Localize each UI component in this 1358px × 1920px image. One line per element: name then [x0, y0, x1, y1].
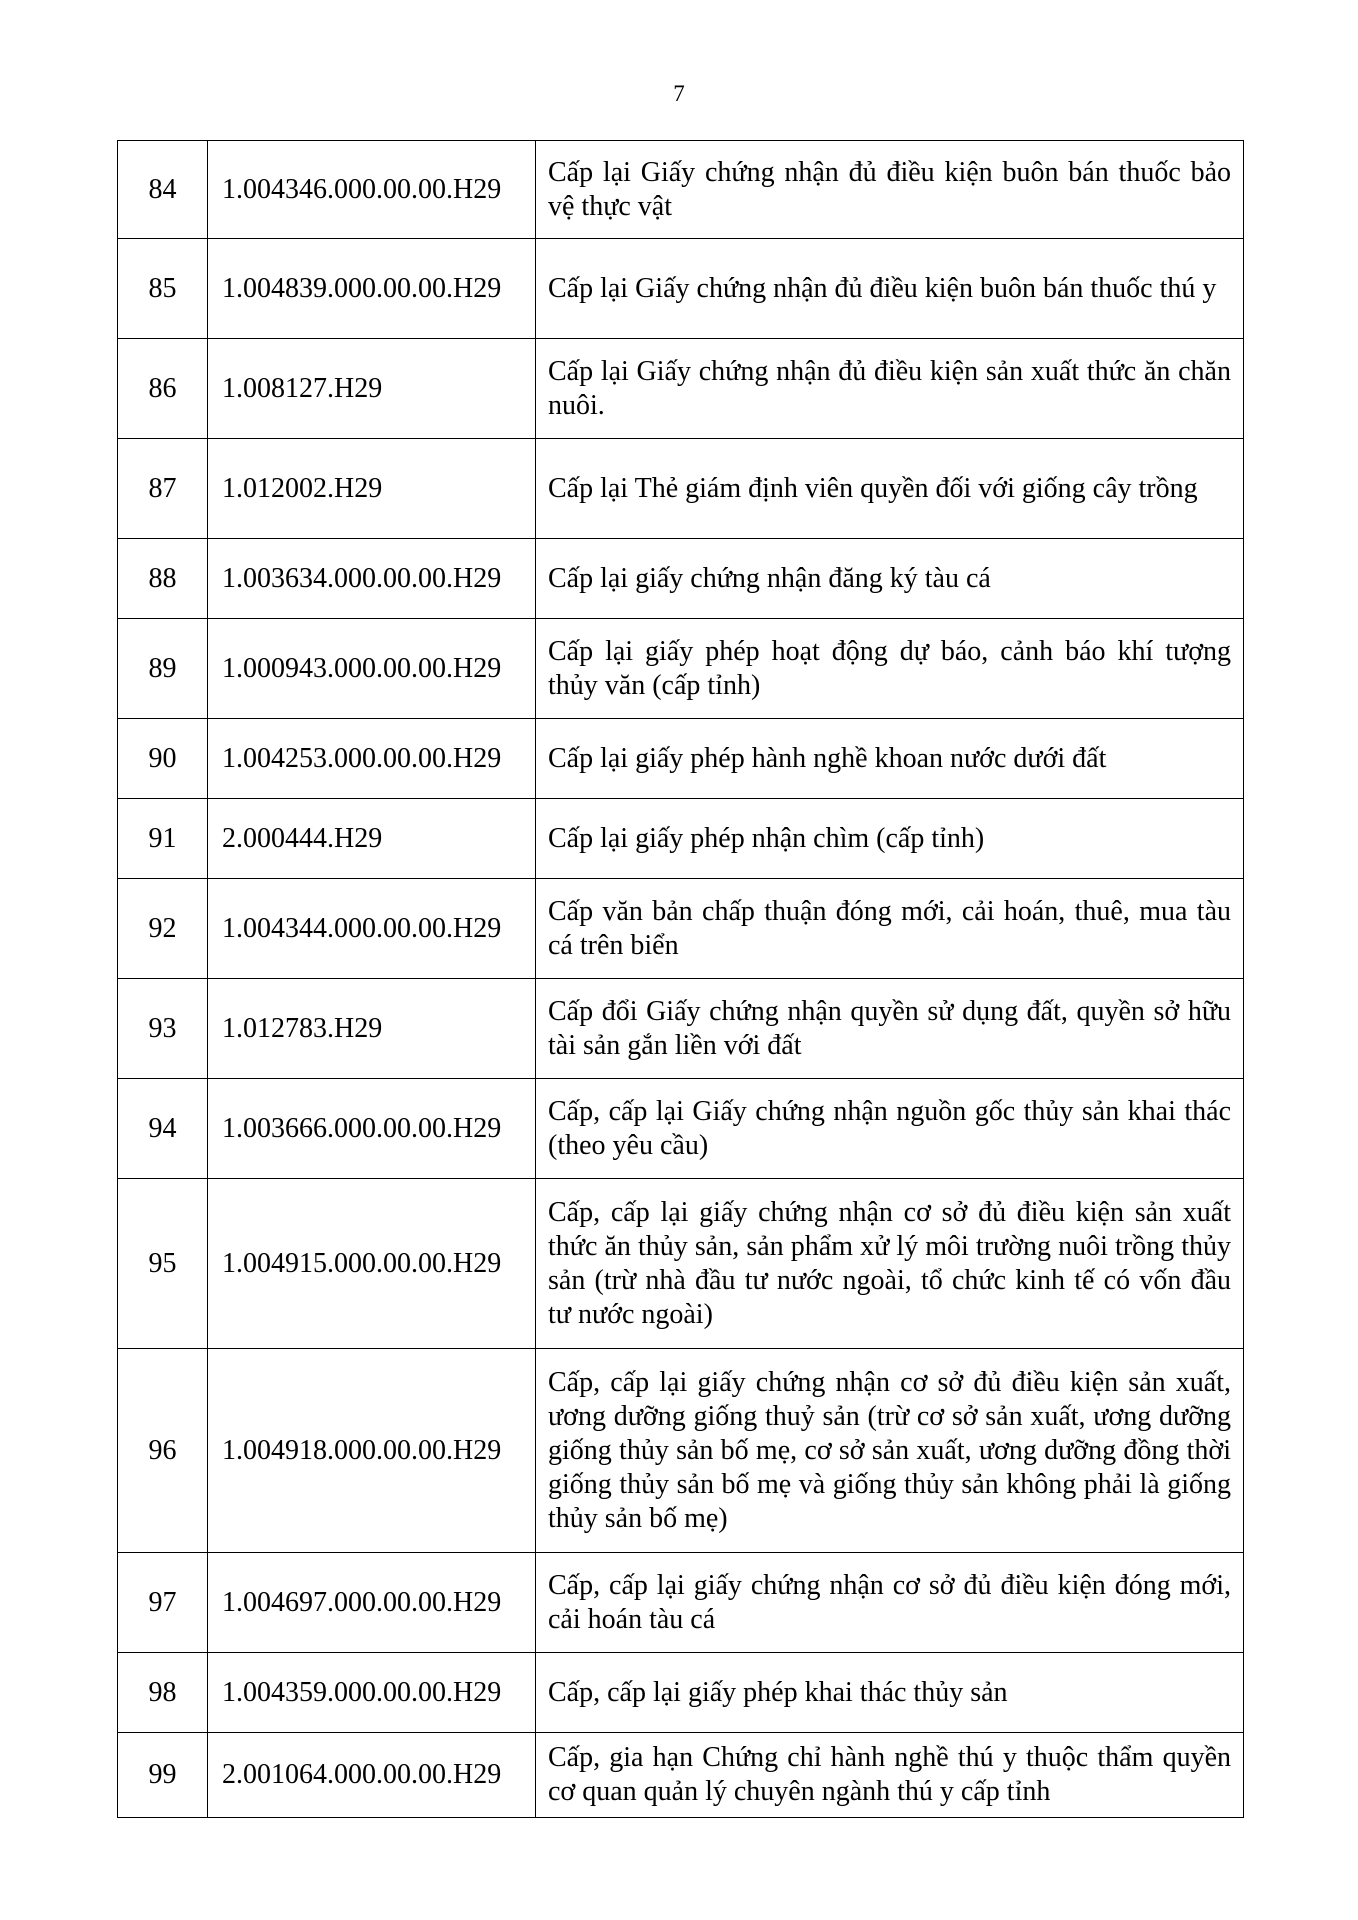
procedure-code-cell: 1.004915.000.00.00.H29: [208, 1179, 536, 1349]
table-row: [118, 539, 1244, 619]
table-row: [118, 719, 1244, 799]
procedure-name-cell: Cấp văn bản chấp thuận đóng mới, cải hoán, thuê, mua tàu cá trên biển: [536, 879, 1244, 979]
table-row: [118, 1079, 1244, 1179]
row-number-cell: 88: [118, 539, 208, 619]
row-number-cell: 86: [118, 339, 208, 439]
procedure-name-cell: Cấp lại Giấy chứng nhận đủ điều kiện buôn bán thuốc bảo vệ thực vật: [536, 141, 1244, 239]
procedure-table: [117, 140, 1244, 1818]
procedure-code-cell: 2.000444.H29: [208, 799, 536, 879]
procedure-code-cell: 1.004344.000.00.00.H29: [208, 879, 536, 979]
page-number: 7: [673, 81, 685, 106]
table-row: [118, 1733, 1244, 1818]
row-number-cell: 84: [118, 141, 208, 239]
table-row: [118, 1553, 1244, 1653]
procedure-name-cell: Cấp lại Giấy chứng nhận đủ điều kiện sản xuất thức ăn chăn nuôi.: [536, 339, 1244, 439]
procedure-code-cell: 2.001064.000.00.00.H29: [208, 1733, 536, 1818]
row-number-cell: 98: [118, 1653, 208, 1733]
row-number-cell: 91: [118, 799, 208, 879]
table-row: [118, 1653, 1244, 1733]
row-number-cell: 92: [118, 879, 208, 979]
procedure-code-cell: 1.004918.000.00.00.H29: [208, 1349, 536, 1553]
table-row: [118, 141, 1244, 239]
table-row: [118, 799, 1244, 879]
procedure-name-cell: Cấp, cấp lại giấy chứng nhận cơ sở đủ điều kiện sản xuất, ương dưỡng giống thuỷ sản (trừ cơ sở sản xuất, ương dưỡng giống thủy sản bố mẹ, cơ sở sản xuất, ương dưỡng đồng thời giống thủy sản bố mẹ và giống thủy sản không phải là giống thủy sản bố mẹ): [536, 1349, 1244, 1553]
table-row: [118, 239, 1244, 339]
table-row: [118, 619, 1244, 719]
procedure-name-cell: Cấp lại Thẻ giám định viên quyền đối với giống cây trồng: [536, 439, 1244, 539]
procedure-code-cell: 1.003634.000.00.00.H29: [208, 539, 536, 619]
procedure-code-cell: 1.004839.000.00.00.H29: [208, 239, 536, 339]
procedure-code-cell: 1.004697.000.00.00.H29: [208, 1553, 536, 1653]
row-number-cell: 85: [118, 239, 208, 339]
procedure-name-cell: Cấp lại giấy phép hành nghề khoan nước dưới đất: [536, 719, 1244, 799]
row-number-cell: 90: [118, 719, 208, 799]
procedure-name-cell: Cấp, cấp lại giấy chứng nhận cơ sở đủ điều kiện sản xuất thức ăn thủy sản, sản phẩm xử lý môi trường nuôi trồng thủy sản (trừ nhà đầu tư nước ngoài, tổ chức kinh tế có vốn đầu tư nước ngoài): [536, 1179, 1244, 1349]
procedure-name-cell: Cấp lại giấy phép nhận chìm (cấp tỉnh): [536, 799, 1244, 879]
procedure-name-cell: Cấp, cấp lại giấy phép khai thác thủy sản: [536, 1653, 1244, 1733]
procedure-name-cell: Cấp đổi Giấy chứng nhận quyền sử dụng đất, quyền sở hữu tài sản gắn liền với đất: [536, 979, 1244, 1079]
table-row: [118, 1179, 1244, 1349]
procedure-name-cell: Cấp lại Giấy chứng nhận đủ điều kiện buôn bán thuốc thú y: [536, 239, 1244, 339]
procedure-code-cell: 1.004359.000.00.00.H29: [208, 1653, 536, 1733]
procedure-code-cell: 1.004253.000.00.00.H29: [208, 719, 536, 799]
procedure-name-cell: Cấp lại giấy phép hoạt động dự báo, cảnh báo khí tượng thủy văn (cấp tỉnh): [536, 619, 1244, 719]
row-number-cell: 93: [118, 979, 208, 1079]
table-row: [118, 979, 1244, 1079]
table-row: [118, 439, 1244, 539]
table-row: [118, 1349, 1244, 1553]
procedure-name-cell: Cấp, cấp lại Giấy chứng nhận nguồn gốc thủy sản khai thác (theo yêu cầu): [536, 1079, 1244, 1179]
procedure-code-cell: 1.012783.H29: [208, 979, 536, 1079]
table-row: [118, 339, 1244, 439]
table-row: [118, 879, 1244, 979]
procedure-code-cell: 1.012002.H29: [208, 439, 536, 539]
procedure-code-cell: 1.008127.H29: [208, 339, 536, 439]
row-number-cell: 96: [118, 1349, 208, 1553]
procedure-code-cell: 1.003666.000.00.00.H29: [208, 1079, 536, 1179]
row-number-cell: 97: [118, 1553, 208, 1653]
row-number-cell: 87: [118, 439, 208, 539]
row-number-cell: 99: [118, 1733, 208, 1818]
procedure-name-cell: Cấp, gia hạn Chứng chỉ hành nghề thú y thuộc thẩm quyền cơ quan quản lý chuyên ngành thú y cấp tỉnh: [536, 1733, 1244, 1818]
procedure-code-cell: 1.004346.000.00.00.H29: [208, 141, 536, 239]
row-number-cell: 89: [118, 619, 208, 719]
procedure-code-cell: 1.000943.000.00.00.H29: [208, 619, 536, 719]
procedure-name-cell: Cấp, cấp lại giấy chứng nhận cơ sở đủ điều kiện đóng mới, cải hoán tàu cá: [536, 1553, 1244, 1653]
procedure-table-body: [118, 141, 1244, 1818]
procedure-name-cell: Cấp lại giấy chứng nhận đăng ký tàu cá: [536, 539, 1244, 619]
row-number-cell: 95: [118, 1179, 208, 1349]
row-number-cell: 94: [118, 1079, 208, 1179]
